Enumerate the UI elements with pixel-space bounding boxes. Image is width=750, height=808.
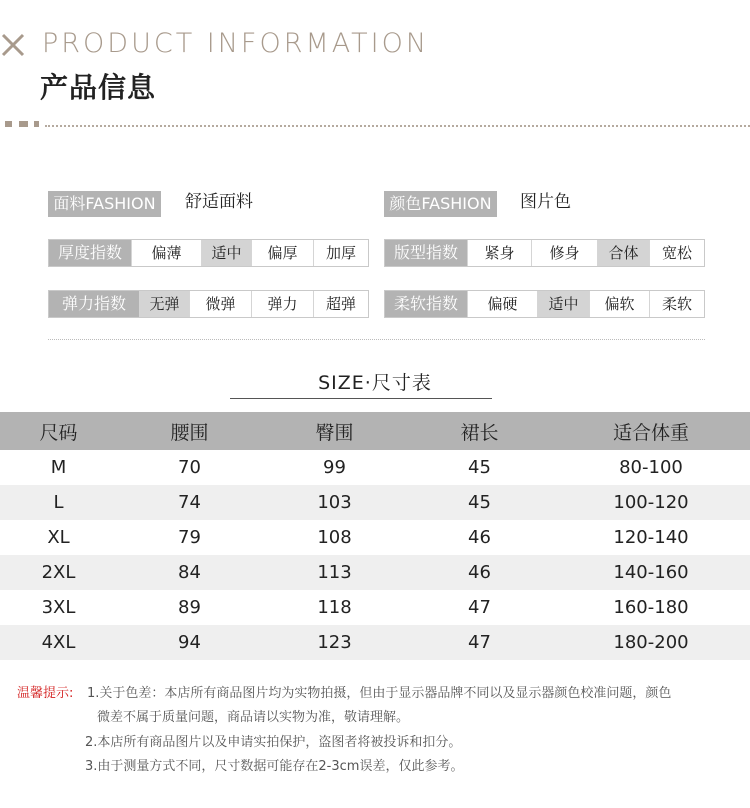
close-x-decoration-icon — [0, 32, 26, 58]
header-divider — [45, 125, 750, 127]
table-cell: 2XL — [0, 555, 117, 590]
table-cell: 46 — [407, 555, 552, 590]
fit-option: 宽松 — [649, 240, 704, 266]
thickness-option: 偏厚 — [251, 240, 313, 266]
elasticity-index-label: 弹力指数 — [49, 291, 139, 317]
table-cell: 100-120 — [552, 485, 750, 520]
table-cell: 118 — [317, 597, 352, 618]
size-chart-title: SIZE·尺寸表 — [318, 372, 432, 394]
table-cell: 180-200 — [552, 625, 750, 660]
column-header: 裙长 — [407, 412, 552, 450]
english-title: PRODUCT INFORMATION — [42, 28, 430, 59]
table-cell: 45 — [407, 485, 552, 520]
table-cell: 120-140 — [613, 527, 689, 548]
table-cell: 45 — [468, 457, 491, 478]
table-cell: 79 — [178, 527, 201, 548]
fit-index-label: 版型指数 — [385, 240, 467, 266]
table-cell: 113 — [262, 555, 407, 590]
note-line: 1.关于色差：本店所有商品图片均为实物拍摄，但由于显示器品牌不同以及显示器颜色校准问题，颜色 — [87, 686, 672, 701]
table-row — [0, 590, 750, 625]
table-cell: 123 — [262, 625, 407, 660]
table-cell: 160-180 — [613, 597, 689, 618]
softness-option: 柔软 — [649, 291, 704, 317]
table-cell: 3XL — [41, 597, 76, 618]
table-row — [0, 450, 750, 485]
note-line: 微差不属于质量问题，商品请以实物为准，敬请理解。 — [97, 710, 410, 725]
table-cell: 46 — [468, 527, 491, 548]
elasticity-option: 微弹 — [189, 291, 251, 317]
table-cell: 47 — [468, 597, 491, 618]
table-row — [0, 485, 750, 520]
table-cell: 47 — [407, 625, 552, 660]
table-cell: 89 — [178, 597, 201, 618]
table-row — [0, 625, 750, 660]
section-divider — [48, 339, 705, 340]
table-header-row — [0, 412, 750, 450]
column-header: 腰围 — [117, 412, 262, 450]
column-header: 臀围 — [262, 412, 407, 450]
elasticity-index-row — [48, 290, 369, 318]
thickness-option: 偏薄 — [131, 240, 201, 266]
note-line: 3.由于测量方式不同，尺寸数据可能存在2-3cm误差，仅此参考。 — [85, 759, 464, 774]
thickness-index-label: 厚度指数 — [49, 240, 131, 266]
table-cell: 99 — [323, 457, 346, 478]
table-cell: 4XL — [0, 625, 117, 660]
thickness-option-selected: 适中 — [201, 240, 251, 266]
color-label: 颜色FASHION — [384, 191, 497, 217]
note-line: 2.本店所有商品图片以及申请实拍保护，盗图者将被投诉和扣分。 — [85, 735, 462, 750]
softness-index-row — [384, 290, 705, 318]
elasticity-option-selected: 无弹 — [139, 291, 189, 317]
decorative-squares — [5, 121, 45, 127]
softness-option-selected: 适中 — [537, 291, 589, 317]
size-table — [0, 412, 750, 660]
table-row — [0, 520, 750, 555]
fit-option: 紧身 — [467, 240, 531, 266]
table-cell: 84 — [117, 555, 262, 590]
thickness-index-row — [48, 239, 369, 267]
page-title: 产品信息 — [40, 71, 157, 104]
fabric-label: 面料FASHION — [48, 191, 161, 217]
color-value: 图片色 — [520, 192, 571, 212]
table-cell: 140-160 — [552, 555, 750, 590]
column-header: 适合体重 — [552, 412, 750, 450]
notes-label: 温馨提示: — [17, 686, 74, 701]
softness-option: 偏软 — [589, 291, 649, 317]
softness-option: 偏硬 — [467, 291, 537, 317]
table-cell: L — [0, 485, 117, 520]
table-cell: XL — [47, 527, 70, 548]
table-cell: 103 — [262, 485, 407, 520]
table-cell: 74 — [117, 485, 262, 520]
fit-option-selected: 合体 — [597, 240, 649, 266]
fit-option: 修身 — [531, 240, 597, 266]
table-cell: 108 — [317, 527, 352, 548]
table-cell: 80-100 — [619, 457, 683, 478]
fabric-value: 舒适面料 — [185, 192, 253, 212]
thickness-option: 加厚 — [313, 240, 368, 266]
table-row — [0, 555, 750, 590]
elasticity-option: 超弹 — [313, 291, 368, 317]
softness-index-label: 柔软指数 — [385, 291, 467, 317]
table-cell: 94 — [117, 625, 262, 660]
elasticity-option: 弹力 — [251, 291, 313, 317]
fit-index-row — [384, 239, 705, 267]
column-header: 尺码 — [0, 412, 117, 450]
table-cell: 70 — [178, 457, 201, 478]
size-title-underline — [230, 398, 492, 399]
table-cell: M — [50, 457, 67, 478]
